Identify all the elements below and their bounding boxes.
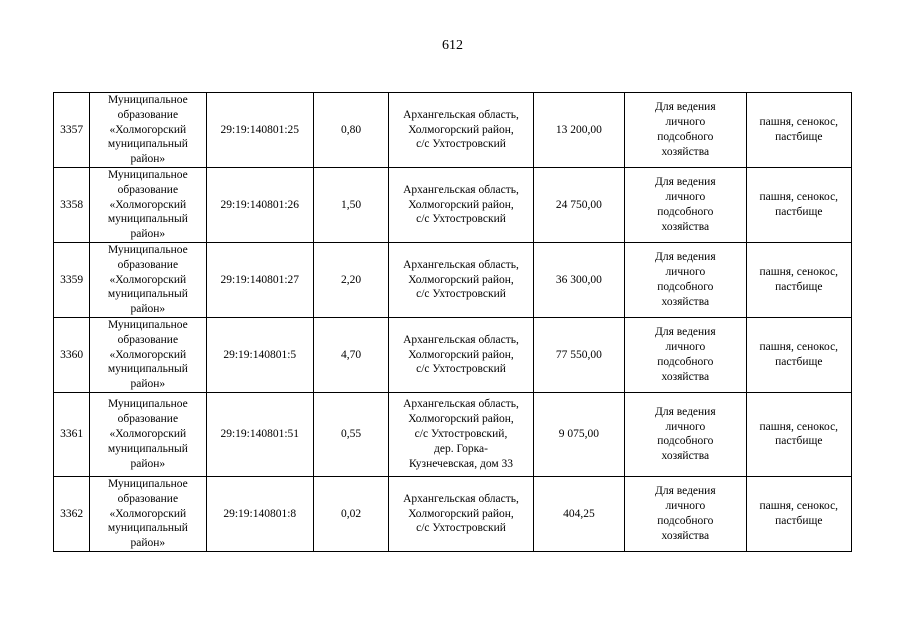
- table-row: [54, 167, 852, 242]
- cadastral-number-cell: 29:19:140801:51: [206, 392, 313, 476]
- permitted-use-cell: Для ведения личного подсобного хозяйства: [625, 392, 746, 476]
- land-registry-table: [53, 92, 852, 552]
- address-cell: Архангельская область, Холмогорский район, с/с Ухтостровский: [389, 93, 534, 168]
- address-cell: Архангельская область, Холмогорский район, с/с Ухтостровский: [389, 242, 534, 317]
- address-cell: Архангельская область, Холмогорский район, с/с Ухтостровский: [389, 317, 534, 392]
- area-cell: 2,20: [313, 242, 388, 317]
- area-cell: 0,55: [313, 392, 388, 476]
- price-cell: 9 075,00: [533, 392, 624, 476]
- row-number-cell: 3360: [54, 317, 90, 392]
- cadastral-number-cell: 29:19:140801:8: [206, 476, 313, 551]
- owner-cell: Муниципальное образование «Холмогорский муниципальный район»: [90, 242, 206, 317]
- row-number-cell: 3362: [54, 476, 90, 551]
- area-cell: 0,02: [313, 476, 388, 551]
- owner-cell: Муниципальное образование «Холмогорский муниципальный район»: [90, 317, 206, 392]
- land-type-cell: пашня, сенокос, пастбище: [746, 392, 851, 476]
- land-type-cell: пашня, сенокос, пастбище: [746, 242, 851, 317]
- price-cell: 77 550,00: [533, 317, 624, 392]
- permitted-use-cell: Для ведения личного подсобного хозяйства: [625, 317, 746, 392]
- area-cell: 0,80: [313, 93, 388, 168]
- owner-cell: Муниципальное образование «Холмогорский муниципальный район»: [90, 167, 206, 242]
- address-cell: Архангельская область, Холмогорский район, с/с Ухтостровский: [389, 476, 534, 551]
- owner-cell: Муниципальное образование «Холмогорский муниципальный район»: [90, 476, 206, 551]
- price-cell: 36 300,00: [533, 242, 624, 317]
- table-row: [54, 93, 852, 168]
- cadastral-number-cell: 29:19:140801:26: [206, 167, 313, 242]
- row-number-cell: 3357: [54, 93, 90, 168]
- owner-cell: Муниципальное образование «Холмогорский муниципальный район»: [90, 93, 206, 168]
- price-cell: 24 750,00: [533, 167, 624, 242]
- area-cell: 4,70: [313, 317, 388, 392]
- table-row: [54, 317, 852, 392]
- row-number-cell: 3359: [54, 242, 90, 317]
- land-type-cell: пашня, сенокос, пастбище: [746, 93, 851, 168]
- land-type-cell: пашня, сенокос, пастбище: [746, 167, 851, 242]
- land-type-cell: пашня, сенокос, пастбище: [746, 317, 851, 392]
- cadastral-number-cell: 29:19:140801:5: [206, 317, 313, 392]
- table-row: [54, 476, 852, 551]
- price-cell: 404,25: [533, 476, 624, 551]
- table-row: [54, 392, 852, 476]
- table-body: [54, 93, 852, 552]
- area-cell: 1,50: [313, 167, 388, 242]
- address-cell: Архангельская область, Холмогорский район, с/с Ухтостровский: [389, 167, 534, 242]
- price-cell: 13 200,00: [533, 93, 624, 168]
- page-number: 612: [442, 38, 463, 53]
- permitted-use-cell: Для ведения личного подсобного хозяйства: [625, 242, 746, 317]
- permitted-use-cell: Для ведения личного подсобного хозяйства: [625, 476, 746, 551]
- cadastral-number-cell: 29:19:140801:27: [206, 242, 313, 317]
- cadastral-number-cell: 29:19:140801:25: [206, 93, 313, 168]
- address-cell: Архангельская область, Холмогорский район, с/с Ухтостровский, дер. Горка- Кузнечевская, дом 33: [389, 392, 534, 476]
- owner-cell: Муниципальное образование «Холмогорский муниципальный район»: [90, 392, 206, 476]
- permitted-use-cell: Для ведения личного подсобного хозяйства: [625, 167, 746, 242]
- land-type-cell: пашня, сенокос, пастбище: [746, 476, 851, 551]
- row-number-cell: 3358: [54, 167, 90, 242]
- row-number-cell: 3361: [54, 392, 90, 476]
- permitted-use-cell: Для ведения личного подсобного хозяйства: [625, 93, 746, 168]
- table-row: [54, 242, 852, 317]
